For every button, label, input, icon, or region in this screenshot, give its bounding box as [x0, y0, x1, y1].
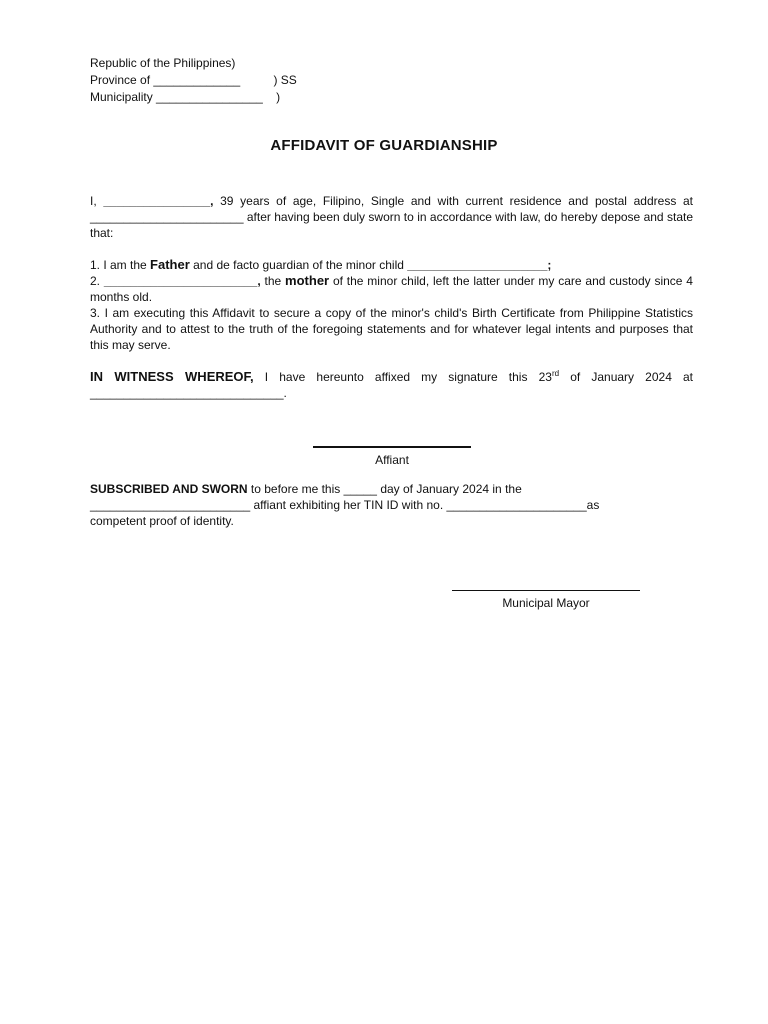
- minor-child-blank: _____________________;: [407, 258, 552, 272]
- subscribed-paragraph: [90, 481, 693, 529]
- document-title: AFFIDAVIT OF GUARDIANSHIP: [270, 137, 498, 154]
- date-suffix: rd: [551, 369, 560, 378]
- item2-text: of the minor child, left the latter under my care and custody since 4 months old.: [90, 274, 693, 304]
- item1-role: Father: [150, 257, 190, 272]
- witness-text-2: of January 2024 at _____________________________.: [90, 370, 693, 400]
- subscribed-line-1: to before me this _____ day of January 2024 in the: [247, 482, 522, 496]
- venue-municipality: Municipality ________________ ): [90, 90, 281, 104]
- venue-province: Province of _____________ ) SS: [90, 73, 297, 87]
- witness-heading: IN WITNESS WHEREOF,: [90, 369, 254, 384]
- statement-item-2: [90, 273, 693, 305]
- item1-prefix: 1. I am the: [90, 258, 151, 272]
- mayor-label: Municipal Mayor: [502, 596, 590, 610]
- intro-paragraph: [90, 193, 693, 241]
- statement-list: [90, 257, 693, 353]
- mayor-signature-line: [452, 590, 640, 591]
- subscribed-heading: SUBSCRIBED AND SWORN: [90, 482, 248, 496]
- affiant-signature-line: [313, 446, 471, 448]
- witness-text: I have hereunto affixed my signature this 23: [253, 370, 552, 384]
- subscribed-line-3: competent proof of identity.: [90, 514, 234, 528]
- mother-name-blank: _______________________,: [103, 274, 261, 288]
- item2-prefix: 2.: [90, 274, 104, 288]
- witness-paragraph: [90, 369, 693, 401]
- mayor-signature-block: [452, 578, 640, 611]
- statement-item-1: [90, 257, 693, 273]
- item2-role: mother: [285, 273, 330, 288]
- item2-middle: the: [260, 274, 286, 288]
- intro-text: 39 years of age, Filipino, Single and with current residence and postal address at _______________________ after having been duly sworn to in accordance with law, do hereby depose and state that:: [90, 194, 693, 240]
- affiant-name-blank: ________________,: [103, 194, 214, 208]
- venue-header: [90, 55, 297, 106]
- intro-prefix: I,: [90, 194, 104, 208]
- affiant-signature-block: [313, 434, 471, 468]
- statement-item-3: 3. I am executing this Affidavit to secure a copy of the minor's child's Birth Certificate from Philippine Statistics Authority and to attest to the truth of the foregoing statements and for whatever legal intents and purposes that this may serve.: [90, 306, 693, 352]
- venue-republic: Republic of the Philippines): [90, 56, 236, 70]
- subscribed-line-2: ________________________ affiant exhibiting her TIN ID with no. _____________________as: [90, 498, 600, 512]
- item1-middle: and de facto guardian of the minor child: [189, 258, 408, 272]
- affiant-label: Affiant: [375, 453, 409, 467]
